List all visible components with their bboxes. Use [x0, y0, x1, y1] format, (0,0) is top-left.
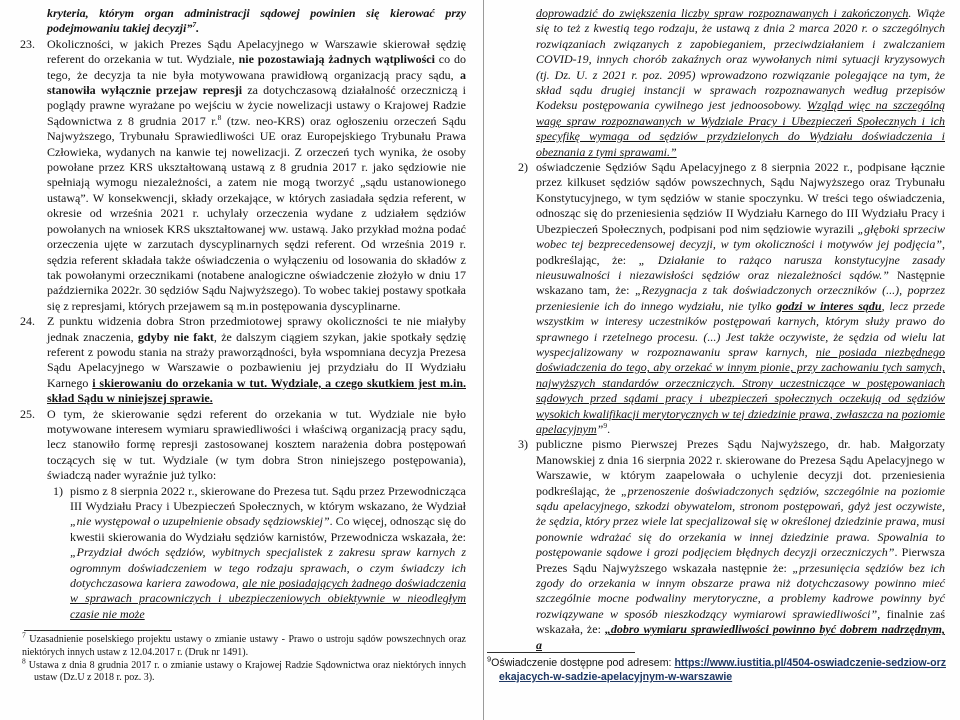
list-item-1	[53, 484, 466, 623]
paragraph-number: 23.	[20, 36, 35, 51]
list-item-text: publiczne pismo Pierwszej Prezes Sądu Najwyższego, dr. hab. Małgorzaty Manowskiej z dnia 16 sierpnia 2022 r. skierowane do Prezesa Sądu Apelacyjnego w Warszawie, w którym zaapelowała o uchylenie decyzji dot. przeniesienia podkreślając, że „przenoszenie doświadczonych sędziów, szczególnie na poziomie sądu apelacyjnego, szkodzi obywatelom, stronom postępowań, gdyż jest oczywiste, że sędzia, który przez wiele lat specjalizował się w określonej dziedzinie prawa, musi ponownie wdrażać się do orzekania w innej dziedzinie prawa. Spowalnia to postępowanie sądowe i grozi podjęciem błędnych decyzji orzeczniczych”. Pierwsza Prezes Sądu Najwyższego wskazała następnie że: „przesunięcia sędziów bez ich zgody do orzekania w innym obszarze prawa niż dotychczasowy powinno mieć szczególnie mocne podwaliny merytoryczne, a problemy kadrowe powinny być rozwiązywane w sposób nieszkodzący wymiarowi sprawiedliwości”, finalnie zaś wskazała, że: „dobro wymiaru sprawiedliwości powinno być dobrem nadrzędnym, a	[536, 437, 946, 652]
list-item-text: pismo z 8 sierpnia 2022 r., skierowane do Prezesa tut. Sądu przez Przewodnicząca III Wydziału Pracy i Ubezpieczeń Społecznych, w którym wskazano, że Wydział „nie występował o uzupełnienie obsady sędziowskiej”. Co więcej, odnosząc się do kwestii skierowania do Wydziału sędziów karnistów, Przewodnicza wskazała, że: „Przydział dwóch sędziów, wybitnych specjalistek z zakresu spraw karnych z ogromnym doświadczeniem w tego rodzaju sprawach, o czym świadczy ich dotychczasowa kariera zawodowa, ale nie posiadających żadnego doświadczenia w sprawach pracowniczych i ubezpieczeniowych obiektywnie w nieodległym czasie nie może	[70, 483, 466, 621]
list-item-text: oświadczenie Sędziów Sądu Apelacyjnego z 8 sierpnia 2022 r., podpisane łącznie przez kilkuset sędziów sądów powszechnych, Sądu Najwyższego oraz Trybunału Konstytucyjnego, w tym sędziów w stanie spoczynku. W treści tego oświadczenia, odnosząc się do przeniesienia sędziów II Wydziału Karnego do III Wydziału Pracy i Ubezpieczeń Społecznych, podpisani pod nim sędziowie wyrazili „głęboki sprzeciw wobec tej bezprecedensowej decyzji, w tym okoliczności i motywów jej podjęcia”, podkreślając, że: „ Działanie to rażąco narusza konstytucyjne zasady nieusuwalności i niezawisłości sędziów oraz niezależności sądów.” Następnie wskazano tam, że: „Rezygnacja z tak doświadczonych orzeczników (...), poprzez przeniesienie ich do innego wydziału, nie tylko godzi w interes sądu, lecz przede wszystkim w interesy uczestników postępowań karnych, którym służy prawo do sprawnego i rzetelnego procesu. (...) Jest także oczywiste, że sędzia od wielu lat wyspecjalizowany w rozpoznawaniu spraw karnych, nie posiada niezbędnego doświadczenia do tego, aby orzekać w innym pionie, przy zachowaniu tych samych, najwyższych standardów orzeczniczych. Strony uczestniczące w postępowaniach sądowych przed sądami pracy i ubezpieczeń społecznych oczekują od sędziów wysokich kwalifikacji merytorycznych w tej dziedzinie prawa, zwłaszcza na poziomie apelacyjnym”$^9$.	[536, 160, 946, 436]
footnote-marker: 7	[22, 630, 26, 640]
continuation-paragraph: doprowadzić do zwiększenia liczby spraw rozpoznawanych i zakończonych. Wiąże się to też z kwestią tego rodzaju, że ustawą z dnia 2 marca 2020 r. o szczególnych rozwiązaniach związanych z zapobieganiem, przeciwdziałaniem i zwalczaniem COVID-19, innych chorób zakaźnych oraz wywołanych nimi sytuacji kryzysowych (tj. Dz. U. z 2021 r. poz. 2095) wprowadzono rozwiązanie polegające na tym, że skład sądu drugiej instancji w sprawach rozpoznawanych według przepisów Kodeksu postępowania cywilnego jest jednoosobowy. Wzgląd więc na szczególną wagę spraw rozpoznawanych w Wydziale Pracy i Ubezpieczeń Społecznych i ich specyfikę wymaga od sędziów przydzielonych do Wydziału doświadczenia i obeznania z tymi sprawami.”	[536, 6, 945, 159]
paragraph-text: Okoliczności, w jakich Prezes Sądu Apelacyjnego w Warszawie skierował sędzię referent do orzekania w tut. Wydziale, nie pozostawiają żadnych wątpliwości co do tego, że decyzja ta nie była motywowana prawidłową organizacją pracy sądu, a stanowiła wyłącznie przejaw represji za dotychczasową działalność orzeczniczą i poglądy prawne wyrażane po wejściu w życie nowelizacji ustawy o Krajowej Radzie Sądownictwa z 8 grudnia 2017 r.$^8$ (tzw. neo-KRS) oraz ogłoszeniu orzeczeń Sądu Najwyższego, Trybunału Sprawiedliwości UE oraz Europejskiego Trybunału Prawa Człowieka, wydanych na kanwie tej nowelizacji. Z orzeczeń tych wynika, że osoby powołane przez KRS ukształtowaną ustawą z 8 grudnia 2017 r. jako sędziowie nie spełniają wymogu niezależności, a zatem nie mogą tworzyć „sądu ustanowionego ustawą”. W konsekwencji, składy orzekające, w których zasiadała sędzia referent, w okresie od września 2021 r. uchylały orzeczenia wydane z udziałem sędziów powołanych na wniosek KRS ukształtowanej ww. ustawą. Jako przykład można podać orzeczenia ujęte w zarzutach dyscyplinarnych sędzi referent. Od września 2019 r. sędzia referent składała także oświadczenia o wyłączeniu od losowania do składów z tak powołanymi orzecznikami (notabene analogiczne oświadczenie złożyło w dniu 17 października 2022r. 30 sędziów Sądu Najwyższego). To wobec takiej postawy spotkała się z represjami, których przejawem są m.in postępowania dyscyplinarne.	[47, 36, 466, 313]
numbered-paragraph-23	[20, 37, 466, 314]
footnote-8	[22, 656, 466, 686]
footnote-separator	[24, 630, 172, 631]
footnote-text: Oświadczenie dostępne pod adresem:	[491, 657, 675, 669]
footnote-marker: 8	[22, 656, 26, 666]
left-footnotes	[22, 630, 466, 685]
paragraph-text: O tym, że skierowanie sędzi referent do orzekania w tut. Wydziale nie było motywowane interesem wymiaru sprawiedliwości i właściwą organizacją pracy sądu, lecz stanowiło formę represji zastosowanej kosztem narażenia dobra postępowań toczących się w tut. Wydziale (w tym dobra Stron niniejszego postępowania), świadczą nader wyraźnie już tylko:	[47, 406, 466, 483]
footnote-9	[487, 656, 946, 684]
list-item-3	[518, 437, 945, 653]
list-item-number: 3)	[518, 437, 528, 452]
list-item-2	[518, 160, 945, 437]
numbered-paragraph-25	[20, 407, 466, 484]
footnote-separator	[487, 652, 635, 653]
footnote-marker: 9	[487, 654, 492, 664]
column-divider	[483, 0, 484, 720]
paragraph-number: 25.	[20, 406, 35, 421]
footnote-link[interactable]: https://www.iustitia.pl/4504-oswiadczenie-sedziow-orzekajacych-w-sadzie-apelacyjnym-w-warszawie	[499, 657, 946, 683]
footnote-text: Uzasadnienie poselskiego projektu ustawy o zmianie ustawy - Prawo o ustroju sądów powszechnych oraz niektórych innych ustaw z 12.04.2017 r. (Druk nr 1491).	[22, 634, 466, 658]
list-item-number: 1)	[53, 483, 63, 498]
right-column	[487, 6, 945, 653]
footnote-7	[22, 630, 466, 660]
left-column	[20, 6, 466, 622]
right-footnote	[487, 652, 946, 684]
paragraph-text: Z punktu widzenia dobra Stron przedmiotowej sprawy okoliczności te nie miałyby jednak znaczenia, gdyby nie fakt, że dalszym ciągiem szykan, jakie spotkały sędzię referent z powodu stania na straży praworządności, była wspomniana decyzja Prezesa Sądu Apelacyjnego w Warszawie o pozbawieniu jej przydziału do II Wydziału Karnego i skierowaniu do orzekania w tut. Wydziale, a czego skutkiem jest m.in. skład Sądu w niniejszej sprawie.	[47, 314, 466, 406]
intro-paragraph: kryteria, którym organ administracji sądowej powinien się kierować przy podejmowaniu takiej decyzji”$^7$.	[47, 6, 466, 36]
footnote-text: Ustawa z dnia 8 grudnia 2017 r. o zmianie ustawy o Krajowej Radzie Sądownictwa oraz niektórych innych ustaw (Dz.U z 2018 r. poz. 3).	[28, 659, 466, 684]
paragraph-number: 24.	[20, 314, 35, 329]
list-item-number: 2)	[518, 160, 528, 175]
numbered-paragraph-24	[20, 314, 466, 406]
